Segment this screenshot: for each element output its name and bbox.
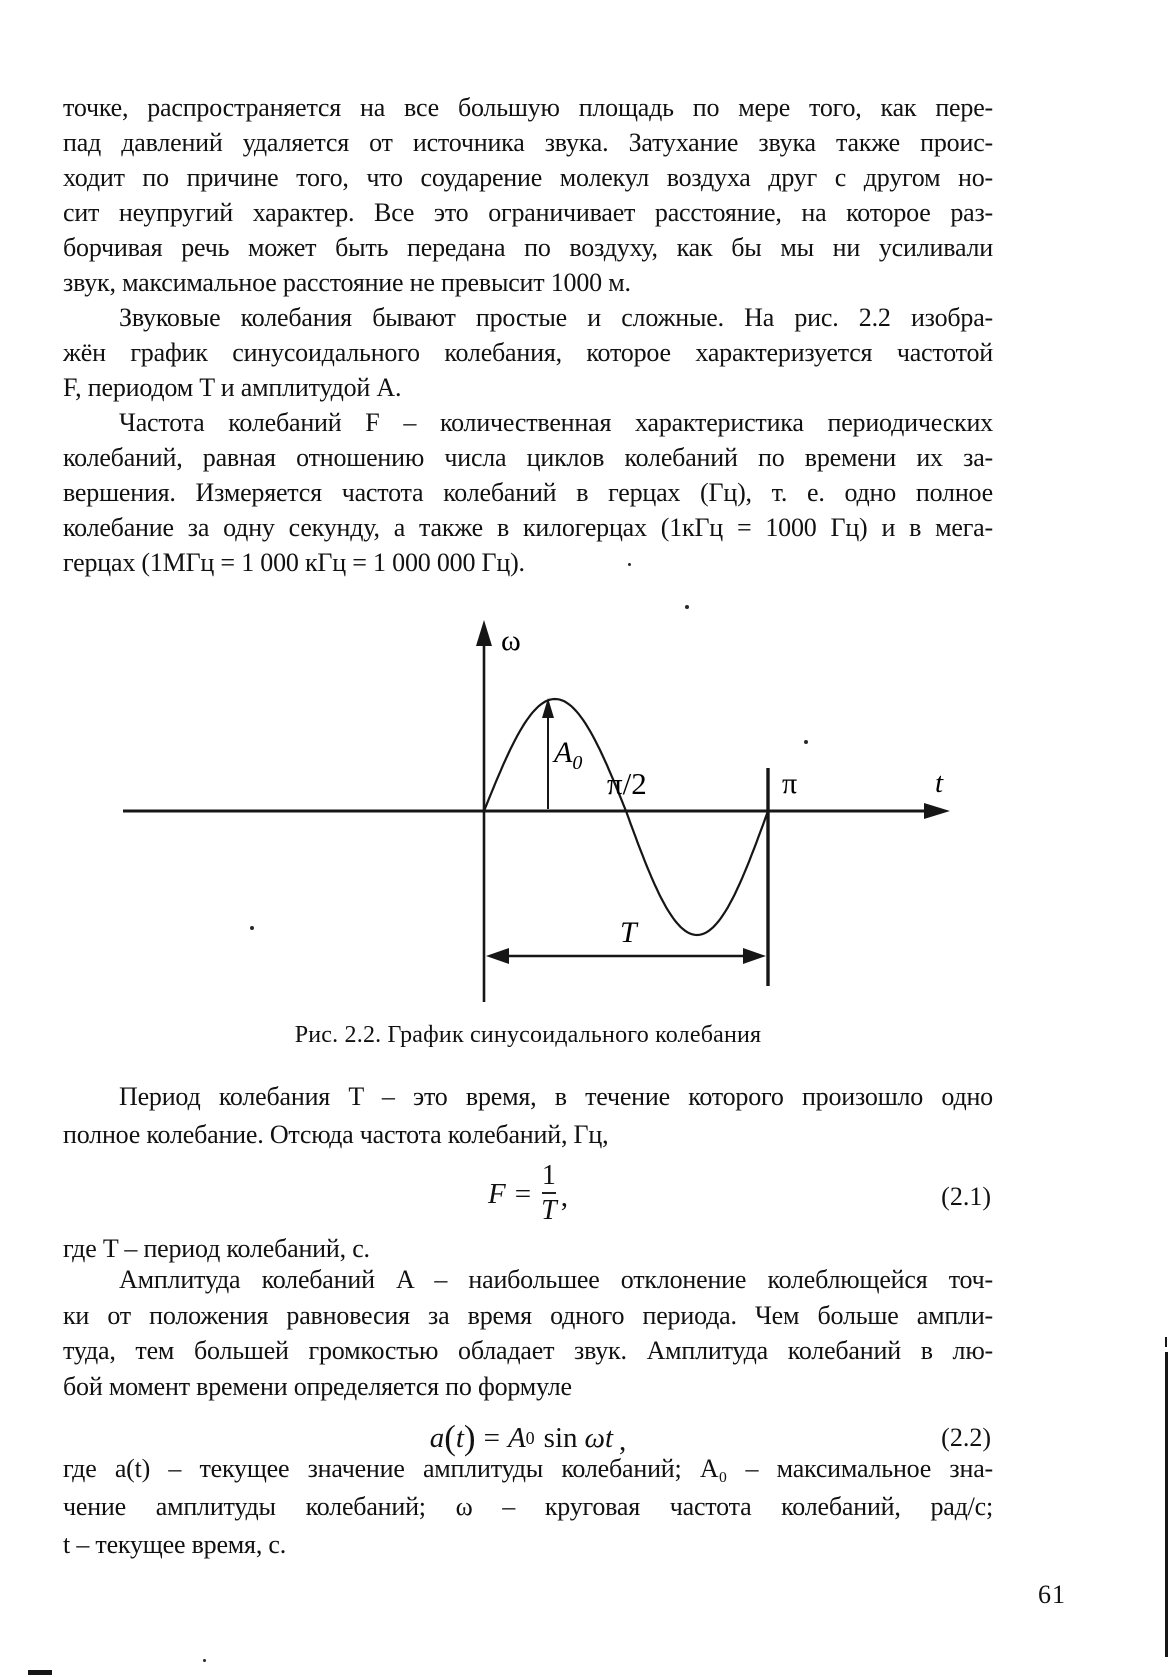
text-line: бой момент времени определяется по формуле (63, 1371, 572, 1401)
equation-2-1 (63, 1158, 993, 1230)
eq1-numerator: 1 (541, 1160, 556, 1191)
text-line: чение амплитуды колебаний; ω – круговая частота колебаний, рад/с; (63, 1492, 993, 1521)
text-line: где a(t) – текущее значение амплитуды колебаний; A₀ – максимальное зна- (63, 1454, 993, 1483)
text-line: Период колебания T – это время, в течение которого произошло одно (119, 1082, 993, 1111)
text-line: туда, тем большей громкостью обладает звук. Амплитуда колебаний в лю- (63, 1336, 993, 1365)
text-line: точке, распространяется на все большую площадь по мере того, как пере- (63, 93, 993, 122)
paragraph-sound-oscillations (63, 300, 993, 405)
figure-caption: Рис. 2.2. График синусоидального колебания (294, 1022, 762, 1048)
pi-tick-label: π (782, 767, 798, 800)
text-line: пад давлений удаляется от источника звука. Затухание звука также проис- (63, 128, 993, 157)
half-period-tick-label: π/2 (607, 766, 647, 801)
amplitude-label: $A_0$ (554, 736, 583, 774)
equation-2-1-body (63, 1158, 993, 1230)
eq2-A: A (507, 1421, 526, 1454)
text-line: Частота колебаний F – количественная характеристика периодических (119, 408, 993, 437)
y-axis-label: ω (501, 624, 521, 657)
fraction-bar (542, 1192, 556, 1194)
eq1-comma: , (560, 1180, 568, 1213)
scan-speck (685, 605, 689, 609)
scan-speck (804, 740, 808, 744)
text-line: Звуковые колебания бывают простые и сложные. На рис. 2.2 изобра- (119, 303, 993, 332)
paragraph-sound-attenuation (63, 90, 993, 300)
text-line: где T – период колебаний, с. (63, 1234, 370, 1263)
eq2-equals: = (483, 1421, 500, 1454)
text-line: колебание за одну секунду, а также в килогерцах (1кГц = 1000 Гц) и в мега- (63, 513, 993, 542)
sine-oscillation-figure (0, 590, 1174, 1010)
eq1-equals: = (514, 1177, 532, 1210)
text-line: ходит по причине того, что соударение молекул воздуха друг с другом но- (63, 163, 993, 192)
scan-speck (250, 926, 254, 930)
text-line: полное колебание. Отсюда частота колебаний, Гц, (63, 1120, 609, 1149)
scan-edge-line (1165, 1337, 1167, 1347)
page-number: 61 (1038, 1580, 1066, 1609)
text-line: звук, максимальное расстояние не превысит 1000 м. (63, 268, 631, 297)
x-axis-label: t (935, 767, 944, 799)
scan-mark (28, 1670, 52, 1675)
paragraph-where-a-t (63, 1450, 993, 1564)
eq1-denominator: T (541, 1195, 557, 1226)
paragraph-amplitude-definition (63, 1262, 993, 1404)
paragraph-frequency-definition (63, 405, 993, 580)
text-line: вершения. Измеряется частота колебаний в герцах (Гц), т. е. одно полное (63, 478, 993, 507)
period-arrow-left-head-icon (486, 948, 509, 964)
amplitude-arrow-head-icon (542, 698, 554, 718)
text-line: Амплитуда колебаний A – наибольшее отклонение колеблющейся точ- (119, 1265, 993, 1294)
y-axis-arrow-icon (476, 620, 492, 646)
text-line: борчивая речь может быть передана по воздуху, как бы мы ни усиливали (63, 233, 993, 262)
scan-speck (628, 563, 631, 566)
period-arrow-right-head-icon (743, 948, 766, 964)
equation-2-2-body: a ( t ) = A 0 sin ωt , (429, 1418, 627, 1457)
paragraph-period-definition (63, 1078, 993, 1154)
text-line: t – текущее время, с. (63, 1530, 287, 1559)
text-line: F, периодом T и амплитудой A. (63, 373, 402, 402)
text-line: ки от положения равновесия за время одного периода. Чем больше ампли- (63, 1300, 993, 1330)
scan-edge-line (1165, 1352, 1168, 1657)
eq2-a: a (429, 1421, 445, 1454)
period-label: T (620, 916, 637, 949)
scan-speck (203, 1659, 206, 1662)
text-line: герцах (1МГц = 1 000 кГц = 1 000 000 Гц). (63, 548, 525, 577)
sine-curve (484, 699, 768, 935)
eq1-lhs: F (488, 1177, 506, 1210)
eq2-omega-t: ωt (584, 1421, 614, 1454)
x-axis-arrow-icon (924, 803, 950, 819)
eq2-comma: , (619, 1425, 627, 1457)
eq2-sin: sin (543, 1421, 578, 1454)
text-line: колебаний, равная отношению числа циклов колебаний по времени их за- (63, 443, 993, 472)
eq2-t: t (455, 1421, 464, 1454)
equation-2-2-number: (2.2) (941, 1423, 991, 1452)
eq1-fraction (541, 1160, 557, 1226)
equation-2-1-number: (2.1) (941, 1182, 991, 1211)
text-line: жён график синусоидального колебания, которое характеризуется частотой (63, 338, 993, 367)
text-line: сит неупругий характер. Все это ограничивает расстояние, на которое раз- (63, 198, 993, 227)
